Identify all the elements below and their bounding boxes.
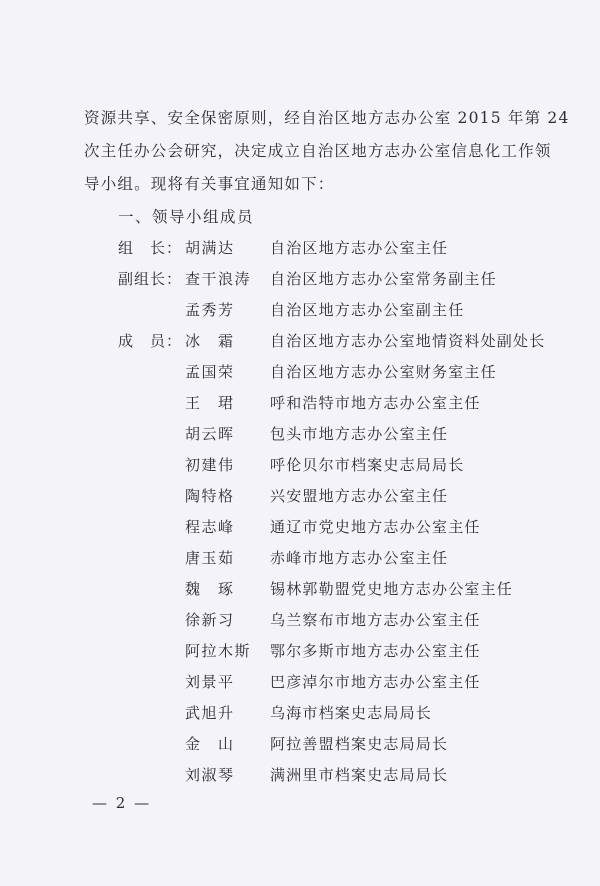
member-name: 初建伟	[185, 456, 235, 474]
member-name: 金 山	[185, 735, 235, 753]
member-row	[0, 671, 600, 695]
member-title: 兴安盟地方志办公室主任	[270, 487, 449, 505]
member-title: 阿拉善盟档案史志局局长	[270, 735, 449, 753]
member-role: 组 长：	[118, 239, 183, 257]
member-row	[0, 485, 600, 509]
member-row	[0, 299, 600, 323]
member-title: 锡林郭勒盟党史地方志办公室主任	[270, 580, 514, 598]
member-name: 程志峰	[185, 518, 235, 536]
member-row	[0, 330, 600, 354]
member-row	[0, 268, 600, 292]
member-row	[0, 516, 600, 540]
member-name: 查干浪涛	[185, 270, 252, 288]
member-title: 巴彦淖尔市地方志办公室主任	[270, 673, 481, 691]
member-title: 自治区地方志办公室主任	[270, 239, 449, 257]
member-row	[0, 361, 600, 385]
member-title: 满洲里市档案史志局局长	[270, 766, 449, 784]
member-title: 包头市地方志办公室主任	[270, 425, 449, 443]
member-title: 呼伦贝尔市档案史志局局长	[270, 456, 465, 474]
intro-line-2: 次主任办公会研究，决定成立自治区地方志办公室信息化工作领	[84, 142, 552, 160]
member-title: 自治区地方志办公室常务副主任	[270, 270, 497, 288]
member-title: 通辽市党史地方志办公室主任	[270, 518, 481, 536]
member-row	[0, 609, 600, 633]
member-name: 魏 琢	[185, 580, 235, 598]
page-number: — 2 —	[92, 794, 152, 812]
member-name: 刘淑琴	[185, 766, 235, 784]
member-name: 阿拉木斯	[185, 642, 252, 660]
member-row	[0, 454, 600, 478]
intro-line-1: 资源共享、安全保密原则，经自治区地方志办公室 2015 年第 24	[84, 109, 570, 127]
member-title: 自治区地方志办公室地情资料处副处长	[270, 332, 546, 350]
member-name: 徐新习	[185, 611, 235, 629]
member-name: 冰 霜	[185, 332, 235, 350]
member-row	[0, 547, 600, 571]
member-name: 唐玉茹	[185, 549, 235, 567]
member-role: 成 员：	[118, 332, 183, 350]
member-title: 鄂尔多斯市地方志办公室主任	[270, 642, 481, 660]
member-title: 乌海市档案史志局局长	[270, 704, 433, 722]
member-name: 武旭升	[185, 704, 235, 722]
member-title: 自治区地方志办公室副主任	[270, 301, 465, 319]
member-name: 刘景平	[185, 673, 235, 691]
member-name: 孟国荣	[185, 363, 235, 381]
member-row	[0, 764, 600, 788]
section-heading: 一、领导小组成员	[118, 208, 255, 226]
member-name: 陶特格	[185, 487, 235, 505]
member-name: 胡满达	[185, 239, 235, 257]
member-name: 胡云晖	[185, 425, 235, 443]
member-title: 赤峰市地方志办公室主任	[270, 549, 449, 567]
member-name: 王 珺	[185, 394, 235, 412]
member-title: 自治区地方志办公室财务室主任	[270, 363, 497, 381]
member-row	[0, 702, 600, 726]
intro-line-3: 导小组。现将有关事宜通知如下：	[84, 175, 335, 193]
member-title: 呼和浩特市地方志办公室主任	[270, 394, 481, 412]
member-name: 孟秀芳	[185, 301, 235, 319]
member-role: 副组长：	[118, 270, 183, 288]
member-row	[0, 423, 600, 447]
member-row	[0, 578, 600, 602]
member-title: 乌兰察布市地方志办公室主任	[270, 611, 481, 629]
member-row	[0, 392, 600, 416]
member-row	[0, 640, 600, 664]
member-row	[0, 237, 600, 261]
member-row	[0, 733, 600, 757]
